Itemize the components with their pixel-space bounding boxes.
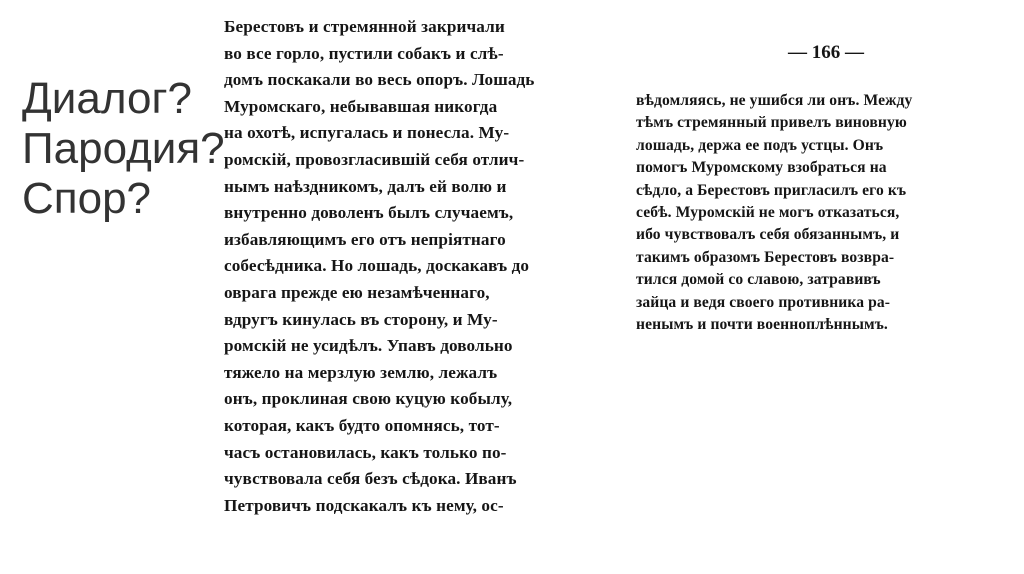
text-line: Муромскаго, небывавшая никогда <box>224 96 498 116</box>
text-line: вдругъ кинулась въ сторону, и Му- <box>224 309 498 329</box>
slide-title-line: Спор? <box>22 174 152 223</box>
slide-title-line: Пародия? <box>22 124 225 173</box>
text-line: лошадь, держа ее подъ устцы. Онъ <box>636 136 884 154</box>
text-line: домъ поскакали во весь опоръ. Лошадь <box>224 70 535 90</box>
book-page-number: — 166 — <box>788 42 864 63</box>
text-line: во все горло, пустили собакъ и слѣ- <box>224 43 504 63</box>
book-scan-right-column <box>636 90 1016 336</box>
slide-title-line: Диалог? <box>22 74 193 123</box>
text-line: тился домой со славою, затравивъ <box>636 271 881 289</box>
text-line: которая, какъ будто опомнясь, тот- <box>224 415 500 435</box>
text-line: на охотѣ, испугалась и понесла. Му- <box>224 123 510 143</box>
text-line: ромскій не усидѣлъ. Упавъ довольно <box>224 336 513 356</box>
text-line: ненымъ и почти военноплѣннымъ. <box>636 316 888 334</box>
text-line: вѣдомляясь, не ушибся ли онъ. Между <box>636 92 913 109</box>
text-line: часъ остановилась, какъ только по- <box>224 442 507 462</box>
text-line: онъ, проклиная свою куцую кобылу, <box>224 389 513 409</box>
text-line: собесѣдника. Но лошадь, доскакавъ до <box>224 256 530 276</box>
slide-title <box>22 74 225 224</box>
text-line: чувствовала себя безъ сѣдока. Иванъ <box>224 469 517 489</box>
text-line: Берестовъ и стремянной закричали <box>224 17 505 36</box>
text-line: сѣдло, а Берестовъ пригласилъ его къ <box>636 181 907 199</box>
text-line: тѣмъ стремянный привелъ виновную <box>636 114 907 132</box>
text-line: Петровичъ подскакалъ къ нему, ос- <box>224 495 504 515</box>
text-line: нымъ наѣздникомъ, далъ ей волю и <box>224 176 507 196</box>
text-line: ромскій, провозгласившій себя отлич- <box>224 149 525 169</box>
text-line: ибо чувствовалъ себя обязаннымъ, и <box>636 226 900 244</box>
text-line: оврага прежде ею незамѣченнаго, <box>224 282 490 302</box>
text-line: помогъ Муромскому взобраться на <box>636 159 887 177</box>
text-line: тяжело на мерзлую землю, лежалъ <box>224 362 498 382</box>
book-scan-left-column <box>224 14 622 519</box>
text-line: избавляющимъ его отъ непріятнаго <box>224 229 506 249</box>
text-line: себѣ. Муромскій не могъ отказаться, <box>636 204 900 222</box>
text-line: зайца и ведя своего противника ра- <box>636 293 891 311</box>
text-line: внутренно доволенъ былъ случаемъ, <box>224 203 514 223</box>
text-line: такимъ образомъ Берестовъ возвра- <box>636 248 895 266</box>
